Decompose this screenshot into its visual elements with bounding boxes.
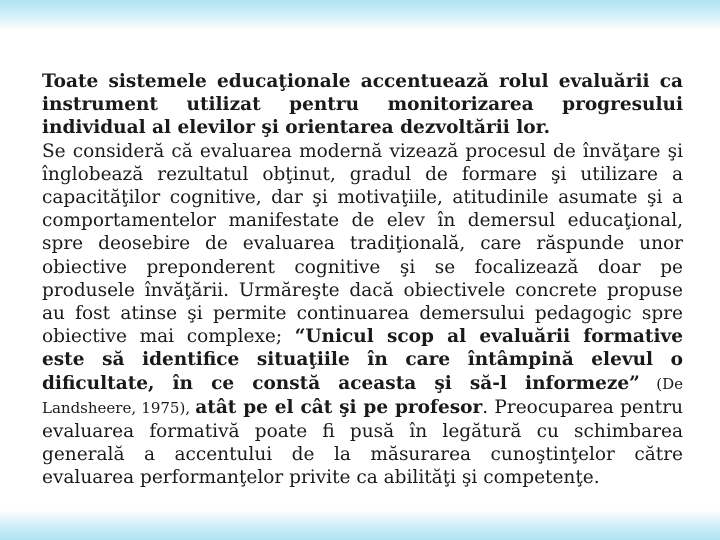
paragraph-end: . Preocuparea pentru evaluarea formativă poate fi pusă în legătură cu schimbarea generală a accentului de la măsurarea cunoştinţelor către evaluarea performanţelor privite ca abilităţi şi competenţe. [42,396,683,489]
slide-text-body [42,70,683,490]
slide-paragraph [42,140,683,490]
bottom-decorative-band [0,510,720,540]
top-decorative-band [0,0,720,30]
slide-heading: Toate sistemele educaţionale accentuează rolul evaluării ca instrument utilizat pentru monitorizarea progresului individual al elevilor şi orientarea dezvoltării lor. [42,71,683,139]
emphasis-text: atât pe el cât şi pe profesor [195,396,483,418]
paragraph-intro: Se consideră că evaluarea modernă vizează procesul de învăţare şi înglobează rezultatul obţinut, gradul de formare şi utilizare a capacităţilor cognitive, dar şi motivaţiile, atitudinile asumate şi a comportamentelor manifestate de elev în demersul educaţional, spre deosebire de evaluarea tradiţională, care răspunde unor obiective preponderent cognitive şi se focalizează doar pe produsele învăţării. Urmăreşte dacă obiectivele concrete propuse au fost atinse şi permite continuarea demersului pedagogic spre obiective mai complexe; [42,140,683,348]
quote-text: “Unicul scop al evaluării formative este să identifice situaţiile în care întâmpină elevul o dificultate, în ce constă aceasta şi să-l informeze” [42,326,684,394]
citation-text: (De Landsheere, 1975), [42,374,683,417]
